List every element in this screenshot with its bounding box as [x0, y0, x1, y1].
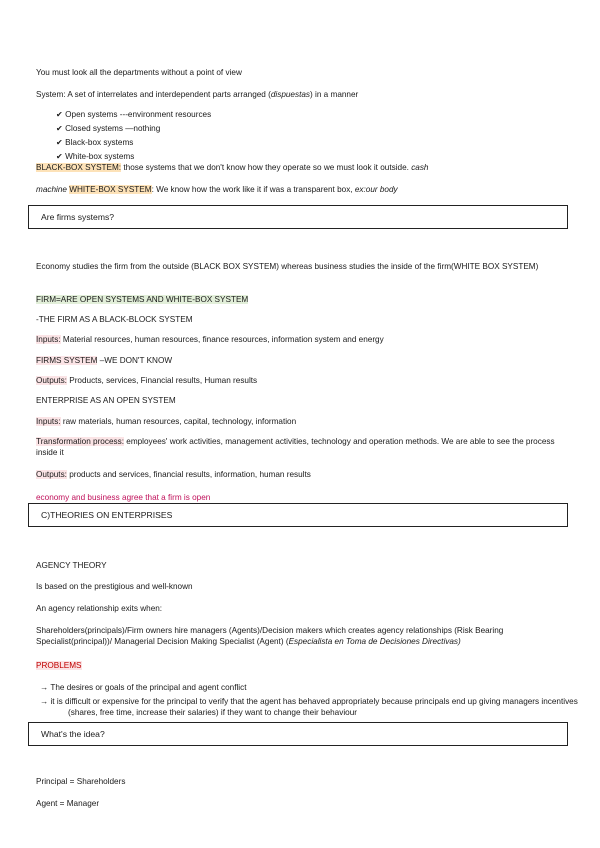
heading-box-idea [28, 722, 568, 746]
transformation-text: employees' work activities, management activities, technology and operation methods. We are able to see the process inside it [36, 437, 555, 457]
list-item: ✔ Closed systems —nothing [56, 124, 161, 133]
firms-system-label: FIRMS SYSTEM [36, 356, 98, 365]
inputs-line-2 [36, 416, 296, 427]
enterprise-open-line: ENTERPRISE AS AN OPEN SYSTEM [36, 396, 176, 405]
economy-paragraph: Economy studies the firm from the outside (BLACK BOX SYSTEM) whereas business studies the inside of the firm(WHITE BOX SYSTEM) [36, 262, 539, 271]
heading-box-theories [28, 503, 568, 527]
principal-line: Principal = Shareholders [36, 777, 126, 786]
firm-black-line: -THE FIRM AS A BLACK-BLOCK SYSTEM [36, 315, 193, 324]
black-box-label: BLACK-BOX SYSTEM: [36, 163, 122, 172]
shareholders-paragraph [36, 625, 564, 647]
agent-line: Agent = Manager [36, 799, 100, 808]
transformation-label: Transformation process: [36, 437, 124, 446]
list-item: ✔ White-box systems [56, 152, 135, 161]
agency-based-line: Is based on the prestigious and well-known [36, 582, 193, 591]
problems-heading [36, 660, 82, 671]
black-box-text: those systems that we don't know how they operate so we must look it outside. [121, 163, 412, 172]
white-box-definition [36, 184, 398, 195]
firms-system-line [36, 355, 172, 366]
system-text: A set of interrelates and interdependent parts arranged ( [65, 90, 271, 99]
outputs-label: Outputs: [36, 376, 67, 385]
inputs-label-2: Inputs: [36, 417, 61, 426]
firm-open-text: FIRM=ARE OPEN SYSTEMS AND WHITE-BOX SYSTEM [36, 295, 249, 304]
black-box-example: cash [411, 163, 429, 172]
agree-line: economy and business agree that a firm is open [36, 493, 211, 502]
firm-open-line [36, 294, 248, 305]
shareholders-translation: Especialista en Toma de Decisiones Directivas) [288, 637, 461, 646]
white-box-text: : We know how the work like it if was a transparent box, [151, 185, 355, 194]
outputs-line-2 [36, 469, 311, 480]
list-item: ✔ Open systems ---environment resources [56, 110, 212, 119]
heading-box-firms-systems [28, 205, 568, 229]
white-box-example: ex:our body [354, 185, 398, 194]
shareholders-text: Shareholders(principals)/Firm owners hire managers (Agents)/Decision makers which creates agency relationships (Risk Bearing Specialist(principal))/ Managerial Decision Making Specialist (Agent) ( [36, 626, 504, 646]
intro-line: You must look all the departments without a point of view [36, 68, 242, 77]
list-item: → it is difficult or expensive for the principal to verify that the agent has behaved appropriately because principals end up giving managers incentives (shares, free time, increase their salaries) if they want to change their behaviour [40, 697, 578, 717]
system-definition [36, 89, 358, 100]
black-box-example-cont: machine [36, 185, 67, 194]
outputs-text-2: products and services, financial results, information, human results [66, 470, 311, 479]
problems-label: PROBLEMS [36, 661, 82, 670]
heading-text: C)THEORIES ON ENTERPRISES [41, 510, 173, 520]
heading-text: Are firms systems? [41, 212, 115, 222]
system-term: dispuestas [270, 90, 311, 99]
outputs-text: Products, services, Financial results, Human results [66, 376, 258, 385]
heading-text: What's the idea? [41, 729, 105, 739]
list-item: ✔ Black-box systems [56, 138, 134, 147]
firms-system-text: –WE DON'T KNOW [97, 356, 173, 365]
list-item: → The desires or goals of the principal and agent conflict [40, 683, 247, 692]
system-label: System: [36, 90, 66, 99]
agency-exits-line: An agency relationship exits when: [36, 604, 163, 613]
inputs-line [36, 334, 384, 345]
white-box-label: WHITE-BOX SYSTEM [69, 185, 152, 194]
inputs-text: Material resources, human resources, finance resources, information system and energy [60, 335, 384, 344]
outputs-line [36, 375, 257, 386]
outputs-label-2: Outputs: [36, 470, 67, 479]
black-box-definition [36, 162, 428, 173]
transformation-paragraph [36, 436, 564, 458]
system-text-end: ) in a manner [310, 90, 359, 99]
inputs-text-2: raw materials, human resources, capital, technology, information [60, 417, 297, 426]
inputs-label: Inputs: [36, 335, 61, 344]
agency-title: AGENCY THEORY [36, 561, 107, 570]
